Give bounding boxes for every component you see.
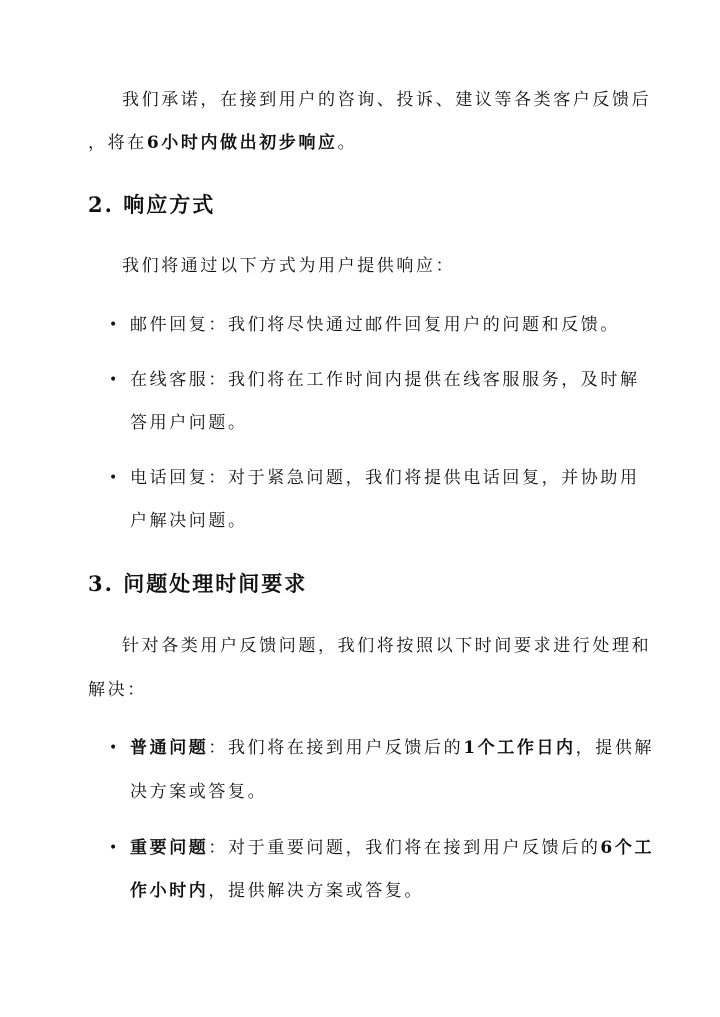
label-colon: ： xyxy=(208,738,229,758)
bullet-highlight: 作小时内 xyxy=(130,881,209,901)
bullet-text xyxy=(130,837,654,859)
bullet-label: 普通问题 xyxy=(130,738,209,758)
bullet-text-part: ，提供解决方案或答复。 xyxy=(208,881,425,901)
bullet-text-part: ，提供解 xyxy=(575,738,655,758)
paragraph-line xyxy=(88,132,357,154)
bullet-text: 电话回复：对于紧急问题，我们将提供电话回复，并协助用 xyxy=(130,468,640,488)
bullet-text-continuation: 户解决问题。 xyxy=(130,511,248,531)
intro-highlight: 6小时内做出初步响应 xyxy=(146,133,338,153)
label-colon: ： xyxy=(208,838,229,858)
intro-line-1: 我们承诺，在接到用户的咨询、投诉、建议等各类客户反馈后 xyxy=(122,90,652,110)
bullet-label: 重要问题 xyxy=(130,838,209,858)
bullet-marker: • xyxy=(109,740,118,756)
bullet-text-continuation xyxy=(130,880,424,902)
bullet-text-part: 对于重要问题，我们将在接到用户反馈后的 xyxy=(228,838,601,858)
bullet-marker: • xyxy=(109,840,118,856)
bullet-text-continuation: 决方案或答复。 xyxy=(130,782,268,802)
section-heading: 2. 响应方式 xyxy=(88,192,216,217)
bullet-text-part: 我们将在接到用户反馈后的 xyxy=(228,738,464,758)
bullet-text: 邮件回复：我们将尽快通过邮件回复用户的问题和反馈。 xyxy=(130,315,620,335)
intro-line-2-prefix: ，将在 xyxy=(88,133,147,153)
bullet-marker: • xyxy=(109,372,118,388)
paragraph-line xyxy=(122,89,651,111)
bullet-text xyxy=(130,737,654,759)
bullet-marker: • xyxy=(109,317,118,333)
section-heading: 3. 问题处理时间要求 xyxy=(88,571,308,596)
bullet-text: 在线客服：我们将在工作时间内提供在线客服服务，及时解 xyxy=(130,370,640,390)
bullet-highlight: 1个工作日内 xyxy=(463,738,576,758)
bullet-highlight: 6个工 xyxy=(600,838,655,858)
section-intro-continuation: 解决： xyxy=(88,680,147,700)
bullet-marker: • xyxy=(109,470,118,486)
intro-line-2-suffix: 。 xyxy=(337,133,358,153)
bullet-text-continuation: 答用户问题。 xyxy=(130,413,248,433)
section-intro: 我们将通过以下方式为用户提供响应： xyxy=(122,256,456,276)
section-intro: 针对各类用户反馈问题，我们将按照以下时间要求进行处理和 xyxy=(122,636,652,656)
